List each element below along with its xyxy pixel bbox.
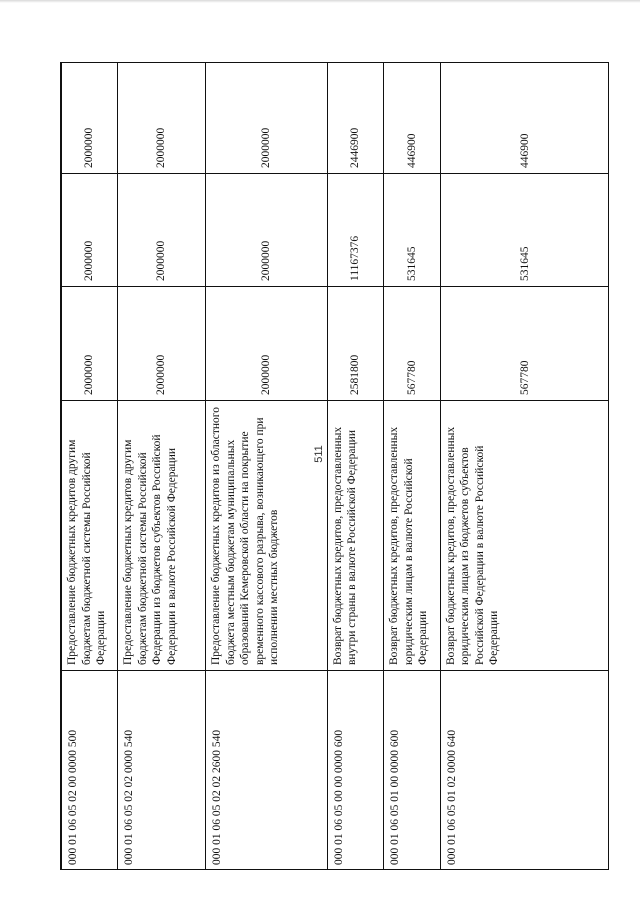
amount-cell-1: 567780 <box>384 287 440 401</box>
amount-cell-1: 2000000 <box>206 287 328 401</box>
budget-table <box>61 62 609 870</box>
rotated-table-container <box>61 63 609 870</box>
budget-code-cell: 000 01 06 05 02 00 0000 500 <box>62 671 118 871</box>
budget-name-cell: Возврат бюджетных кредитов, предоставленных внутри страны в валюте Российской Федерации <box>327 401 383 671</box>
budget-code-cell: 000 01 06 05 01 00 0000 600 <box>384 671 440 871</box>
budget-code-cell: 000 01 06 05 00 00 0000 600 <box>327 671 383 871</box>
amount-cell-3: 2000000 <box>118 63 206 174</box>
budget-code-cell: 000 01 06 05 02 02 2600 540 <box>206 671 328 871</box>
amount-cell-2: 531645 <box>440 174 609 287</box>
amount-cell-1: 2581800 <box>327 287 383 401</box>
page-number: 511 <box>312 445 325 463</box>
amount-cell-2: 11167376 <box>327 174 383 287</box>
budget-name-cell: Предоставление бюджетных кредитов другим бюджетам бюджетной системы Российской Федерации <box>62 401 118 671</box>
amount-cell-2: 2000000 <box>62 174 118 287</box>
scan-edge <box>0 0 640 3</box>
budget-name-cell: Возврат бюджетных кредитов, предоставленных юридическим лицам в валюте Российской Федерации <box>384 401 440 671</box>
table-row <box>384 63 440 871</box>
amount-cell-2: 531645 <box>384 174 440 287</box>
amount-cell-2: 2000000 <box>206 174 328 287</box>
amount-cell-3: 446900 <box>440 63 609 174</box>
budget-name-cell: Предоставление бюджетных кредитов из областного бюджета местным бюджетам муниципальных образований Кемеровской области на покрытие временного кассового разрыва, возникающего при исполнении местных бюджетов <box>206 401 328 671</box>
table-row <box>62 63 118 871</box>
amount-cell-1: 2000000 <box>62 287 118 401</box>
budget-name-cell: Предоставление бюджетных кредитов другим бюджетам бюджетной системы Российской Федерации из бюджетов субъектов Российской Федерации в валюте Российской Федерации <box>118 401 206 671</box>
table-row <box>118 63 206 871</box>
budget-code-cell: 000 01 06 05 01 02 0000 640 <box>440 671 609 871</box>
table-row <box>327 63 383 871</box>
table-row <box>440 63 609 871</box>
table-row <box>206 63 328 871</box>
amount-cell-3: 2446900 <box>327 63 383 174</box>
budget-table-frame <box>60 62 609 870</box>
amount-cell-3: 2000000 <box>206 63 328 174</box>
budget-code-cell: 000 01 06 05 02 02 0000 540 <box>118 671 206 871</box>
amount-cell-1: 2000000 <box>118 287 206 401</box>
amount-cell-3: 446900 <box>384 63 440 174</box>
budget-name-cell: Возврат бюджетных кредитов, предоставленных юридическим лицам из бюджетов субъектов Российской Федерации в валюте Российской Федерации <box>440 401 609 671</box>
amount-cell-1: 567780 <box>440 287 609 401</box>
amount-cell-2: 2000000 <box>118 174 206 287</box>
amount-cell-3: 2000000 <box>62 63 118 174</box>
